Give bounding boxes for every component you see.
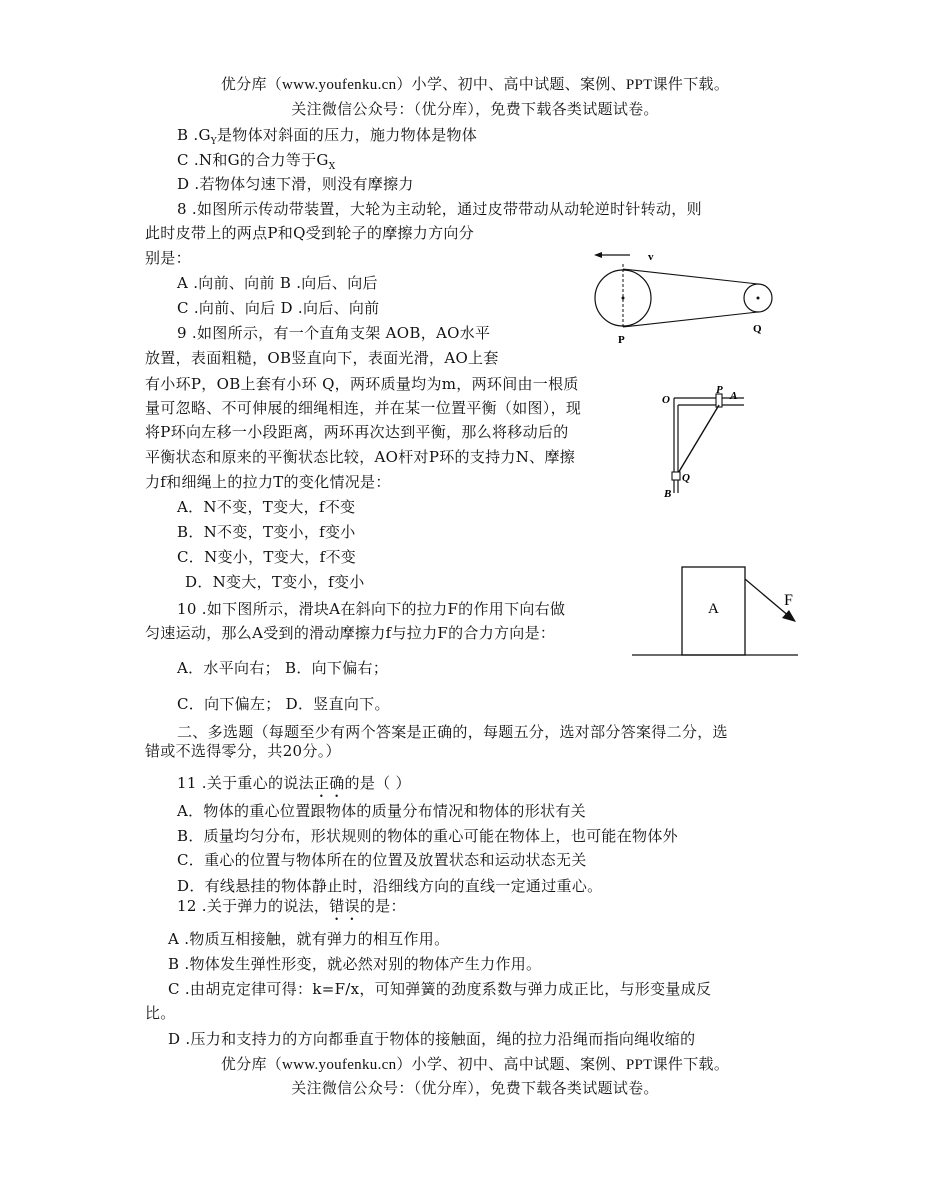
q9-option-c: C．N变小，T变大，f不变 <box>177 548 357 566</box>
q-label: Q <box>753 323 762 335</box>
q9-stem-line-4: 量可忽略、不可伸展的细绳相连，并在某一位置平衡（如图），现 <box>145 399 582 417</box>
header-line-1: 优分库（www.youfenku.cn）小学、初中、高中试题、案例、PPT课件下载。 <box>220 77 730 93</box>
q11-option-a: A．物体的重心位置跟物体的质量分布情况和物体的形状有关 <box>177 802 586 820</box>
q11-option-d: D．有线悬挂的物体静止时，沿细线方向的直线一定通过重心。 <box>177 877 603 895</box>
q10-options-cd: C．向下偏左； D．竖直向下。 <box>177 695 390 713</box>
q12-option-c-line-1: C .由胡克定律可得：k=F/x，可知弹簧的劲度系数与弹力成正比，与形变量成反 <box>168 980 712 998</box>
q12-option-d: D .压力和支持力的方向都垂直于物体的接触面，绳的拉力沿绳而指向绳收缩的 <box>168 1030 696 1048</box>
p-ring-label: P <box>716 385 723 396</box>
q-ring-label: Q <box>682 472 690 484</box>
a-label: A <box>730 390 738 402</box>
footer-line-1: 优分库（www.youfenku.cn）小学、初中、高中试题、案例、PPT课件下载。 <box>220 1057 730 1073</box>
q8-stem-line-3: 别是： <box>145 249 191 267</box>
q9-stem-line-2: 放置，表面粗糙，OB竖直向下，表面光滑，AO上套 <box>145 349 499 367</box>
q9-option-b: B．N不变，T变小，f变小 <box>177 523 356 541</box>
q11-stem: 11 .关于重心的说法正确的是（ ） <box>177 774 411 792</box>
footer-line-2: 关注微信公众号：（优分库），免费下载各类试题试卷。 <box>291 1081 659 1097</box>
q9-option-d: D．N变大，T变小，f变小 <box>185 573 365 591</box>
q7-option-c: C .N和G的合力等于$G_X$ <box>177 151 336 172</box>
header-line-2: 关注微信公众号：（优分库），免费下载各类试题试卷。 <box>291 102 659 118</box>
q11-emphasis: 正确 <box>313 774 345 792</box>
slider-block-figure <box>630 562 800 660</box>
q7-option-d: D .若物体匀速下滑，则没有摩擦力 <box>177 175 414 193</box>
q12-stem: 12 .关于弹力的说法，错误的是： <box>177 897 406 915</box>
q12-emphasis: 错误 <box>329 897 360 915</box>
block-a-label: A <box>708 601 719 617</box>
q10-options-ab: A．水平向右； B．向下偏右； <box>177 659 389 677</box>
section2-heading-line-1: 二、多选题（每题至少有两个答案是正确的，每题五分，选对部分答案得二分，选 <box>177 723 728 741</box>
q10-stem-line-2: 匀速运动，那么A受到的滑动摩擦力f与拉力F的合力方向是： <box>145 624 556 642</box>
o-label: O <box>662 394 670 406</box>
right-angle-frame-figure <box>660 385 750 505</box>
q12-option-c-line-2: 比。 <box>145 1004 176 1022</box>
v-label: v <box>648 251 654 263</box>
q9-stem-line-7: 力f和细绳上的拉力T的变化情况是： <box>145 473 391 491</box>
p-label: P <box>618 334 625 346</box>
section2-heading-line-2: 错或不选得零分，共20分。） <box>145 742 341 760</box>
q12-option-a: A .物质互相接触，就有弹力的相互作用。 <box>168 930 450 948</box>
q9-option-a: A．N不变，T变大，f不变 <box>177 498 356 516</box>
q7-option-b: B $.G_Y$是物体对斜面的压力，施力物体是物体 <box>177 126 478 147</box>
q12-option-b: B .物体发生弹性形变，就必然对别的物体产生力作用。 <box>168 955 542 973</box>
b-label: B <box>664 488 672 500</box>
q9-stem-line-3: 有小环P，OB上套有小环 Q，两环质量均为m，两环间由一根质 <box>145 375 579 393</box>
q9-stem-line-6: 平衡状态和原来的平衡状态比较，AO杆对P环的支持力N、摩擦 <box>145 448 576 466</box>
q9-stem-line-5: 将P环向左移一小段距离，两环再次达到平衡，那么将移动后的 <box>145 423 569 441</box>
force-f-label: F <box>784 592 793 609</box>
q9-stem-line-1: 9 .如图所示，有一个直角支架 AOB，AO水平 <box>177 324 491 342</box>
belt-pulley-figure <box>590 245 790 350</box>
q8-stem-line-2: 此时皮带上的两点P和Q受到轮子的摩擦力方向分 <box>145 224 474 242</box>
q8-options-cd: C .向前、向后 D .向后、向前 <box>177 299 380 317</box>
q11-option-b: B．质量均匀分布，形状规则的物体的重心可能在物体上，也可能在物体外 <box>177 827 678 845</box>
q11-option-c: C．重心的位置与物体所在的位置及放置状态和运动状态无关 <box>177 851 587 869</box>
q10-stem-line-1: 10 .如下图所示，滑块A在斜向下的拉力F的作用下向右做 <box>177 600 566 618</box>
q8-stem-line-1: 8 .如图所示传动带装置，大轮为主动轮，通过皮带带动从动轮逆时针转动，则 <box>177 200 702 218</box>
q8-options-ab: A .向前、向前 B .向后、向后 <box>177 274 378 292</box>
